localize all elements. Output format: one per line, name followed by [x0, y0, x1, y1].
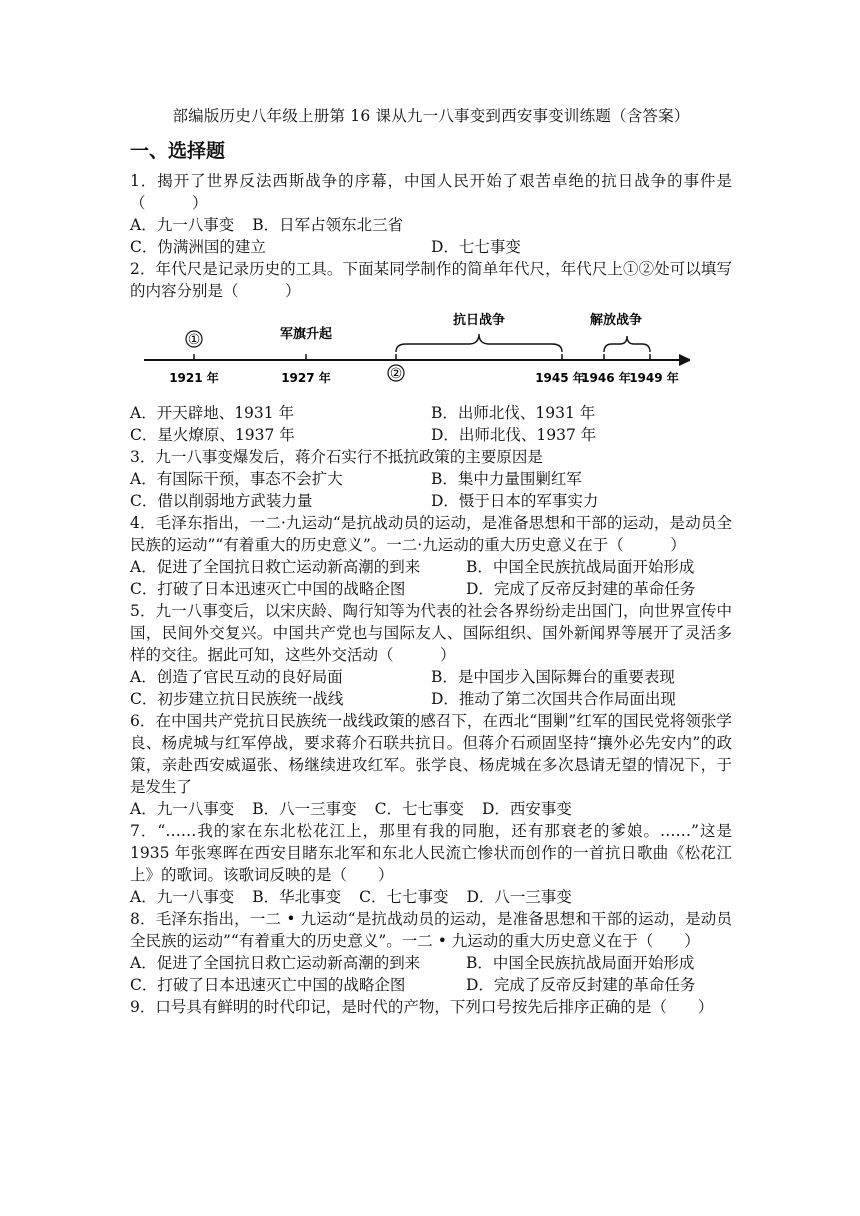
year-1921: 1921 年 — [169, 371, 219, 385]
question-2-option-d: D．出师北伐、1937 年 — [431, 426, 597, 444]
question-5-stem: 5．九一八事变后，以宋庆龄、陶行知等为代表的社会各界纷纷走出国门，向世界宣传中国，民间外交复兴。中国共产党也与国际友人、国际组织、国外新闻界等展开了灵活多样的交往。据此可知，这些外交活动（ ） — [130, 602, 732, 664]
marker-1: ① — [187, 332, 201, 348]
question-1-stem: 1．揭开了世界反法西斯战争的序幕，中国人民开始了艰苦卓绝的抗日战争的事件是（ ） — [130, 172, 732, 212]
question-2-options-row-1 — [130, 402, 732, 424]
question-1-options-row-2 — [130, 236, 732, 258]
question-8-options-row-1 — [130, 952, 732, 974]
question-8-option-d: D．完成了反帝反封建的革命任务 — [466, 976, 696, 994]
question-3-option-b: B．集中力量围剿红军 — [431, 470, 582, 488]
question-3-option-a: A．有国际干预，事态不会扩大 — [130, 470, 343, 488]
timeline-arrow-icon — [679, 354, 690, 366]
year-1946: 1946 年 — [581, 371, 631, 385]
year-1949: 1949 年 — [629, 371, 679, 385]
timeline-figure — [130, 308, 732, 398]
question-5-options-row-1 — [130, 666, 732, 688]
label-jie-fang-zhan-zheng: 解放战争 — [589, 313, 643, 328]
question-2-option-c: C．星火燎原、1937 年 — [130, 426, 295, 444]
question-1-option-d: D．七七事变 — [431, 238, 521, 256]
question-2-option-a: A．开天辟地、1931 年 — [130, 404, 295, 422]
question-3-option-c: C．借以削弱地方武装力量 — [130, 492, 313, 510]
question-8-options-row-2 — [130, 974, 732, 996]
question-2-option-b: B．出师北伐、1931 年 — [431, 404, 596, 422]
question-8-option-a: A．促进了全国抗日救亡运动新高潮的到来 — [130, 954, 421, 972]
timeline-diagram — [130, 308, 690, 398]
section-heading: 一、选择题 — [130, 140, 226, 162]
label-kang-ri-zhan-zheng: 抗日战争 — [452, 313, 506, 328]
question-3-options-row-1 — [130, 468, 732, 490]
question-6-option-b: B．八一三事变 — [252, 800, 357, 818]
year-1927: 1927 年 — [281, 371, 331, 385]
question-1-options-row-1 — [130, 214, 732, 236]
question-3-options-row-2 — [130, 490, 732, 512]
question-4-option-d: D．完成了反帝反封建的革命任务 — [466, 580, 696, 598]
document-title: 部编版历史八年级上册第 16 课从九一八事变到西安事变训练题（含答案） — [172, 107, 690, 125]
question-5-option-b: B．是中国步入国际舞台的重要表现 — [431, 668, 675, 686]
marker-2: ② — [389, 366, 403, 382]
question-4-options-row-2 — [130, 578, 732, 600]
question-6-stem: 6．在中国共产党抗日民族统一战线政策的感召下，在西北“围剿”红军的国民党将领张学良、杨虎城与红军停战，要求蒋介石联共抗日。但蒋介石顽固坚持“攘外必先安内”的政策，亲赴西安威逼张、杨继续进攻红军。张学良、杨虎城在多次恳请无望的情况下，于是发生了 — [130, 712, 732, 796]
question-1-option-a: A．九一八事变 — [130, 216, 235, 234]
question-7-options-row — [130, 886, 732, 908]
label-jun-qi-sheng-qi: 军旗升起 — [279, 327, 333, 342]
question-4-option-b: B．中国全民族抗战局面开始形成 — [466, 558, 695, 576]
question-6-option-a: A．九一八事变 — [130, 800, 235, 818]
question-7-stem: 7．“……我的家在东北松花江上，那里有我的同胞，还有那衰老的爹娘。……”这是 1935 年张寒晖在西安目睹东北军和东北人民流亡惨状而创作的一首抗日歌曲《松花江上》的歌词。该歌词反映的是（ ） — [130, 822, 732, 884]
question-4-option-c: C．打破了日本迅速灭亡中国的战略企图 — [130, 580, 406, 598]
question-6-options-row — [130, 798, 732, 820]
question-1-option-c: C．伪满洲国的建立 — [130, 238, 266, 256]
question-3-option-d: D．慑于日本的军事实力 — [431, 492, 599, 510]
question-6-option-c: C．七七事变 — [374, 800, 464, 818]
year-1945: 1945 年 — [535, 371, 585, 385]
question-8-option-c: C．打破了日本迅速灭亡中国的战略企图 — [130, 976, 406, 994]
question-4-options-row-1 — [130, 556, 732, 578]
brace-kang-ri — [396, 334, 562, 352]
brace-jie-fang — [604, 336, 650, 352]
question-5-option-d: D．推动了第二次国共合作局面出现 — [431, 690, 676, 708]
question-7-option-b: B．华北事变 — [252, 888, 342, 906]
question-4-option-a: A．促进了全国抗日救亡运动新高潮的到来 — [130, 558, 421, 576]
question-7-option-d: D．八一三事变 — [466, 888, 572, 906]
question-6-option-d: D．西安事变 — [481, 800, 572, 818]
question-2-options-row-2 — [130, 424, 732, 446]
question-8-option-b: B．中国全民族抗战局面开始形成 — [466, 954, 695, 972]
question-1-option-b: B．日军占领东北三省 — [252, 216, 404, 234]
question-2-stem: 2．年代尺是记录历史的工具。下面某同学制作的简单年代尺，年代尺上①②处可以填写的内容分别是（ ） — [130, 260, 732, 300]
question-5-options-row-2 — [130, 688, 732, 710]
question-5-option-c: C．初步建立抗日民族统一战线 — [130, 690, 344, 708]
question-5-option-a: A．创造了官民互动的良好局面 — [130, 668, 343, 686]
question-8-stem: 8．毛泽东指出，一二 • 九运动“是抗战动员的运动，是准备思想和干部的运动，是动员全民族的运动”“有着重大的历史意义”。一二 • 九运动的重大历史意义在于（ ） — [130, 910, 732, 950]
question-9-stem: 9．口号具有鲜明的时代印记，是时代的产物，下列口号按先后排序正确的是（ ） — [130, 998, 714, 1016]
question-7-option-c: C．七七事变 — [359, 888, 449, 906]
question-4-stem: 4．毛泽东指出，一二·九运动“是抗战动员的运动，是准备思想和干部的运动，是动员全民族的运动”“有着重大的历史意义”。一二·九运动的重大历史意义在于（ ） — [130, 514, 732, 554]
question-3-stem: 3．九一八事变爆发后，蒋介石实行不抵抗政策的主要原因是 — [130, 448, 543, 466]
question-7-option-a: A．九一八事变 — [130, 888, 235, 906]
question-list — [130, 170, 732, 1018]
